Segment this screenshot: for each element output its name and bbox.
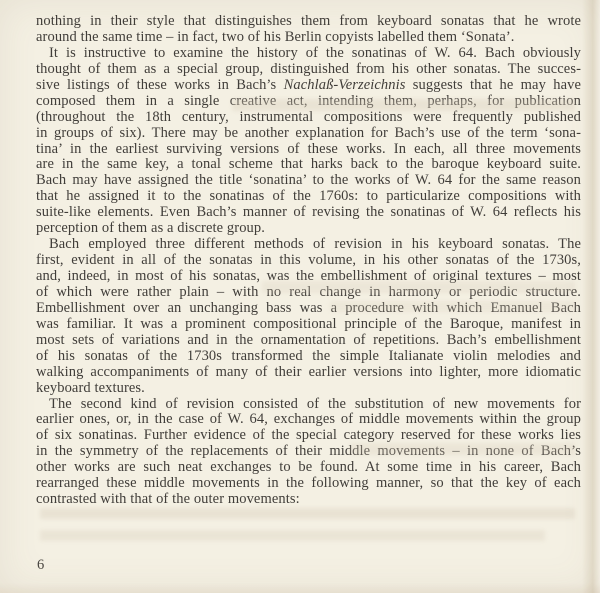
text-line: contrasted with that of the outer movements: <box>36 491 300 508</box>
text-line: walking accompaniments of many of their earlier versions into lighter, more idiomatic <box>36 363 581 380</box>
paragraph <box>36 14 581 46</box>
text-line: The second kind of revision consisted of the substitution of new movements for <box>49 395 581 412</box>
text-line: perception of them as a discrete group. <box>36 220 265 237</box>
text-line: earlier ones, or, in the case of W. 64, exchanges of middle movements within the group <box>36 411 581 428</box>
text-line: thought of them as a special group, distinguished from his other sonatas. The succes- <box>36 60 581 77</box>
text-line: Embellishment over an unchanging bass was a procedure with which Emanuel Bach <box>36 299 581 316</box>
text-line: in the symmetry of the replacements of their middle movements – in none of Bach’s <box>36 443 581 460</box>
text-line: of which were rather plain – with no real change in harmony or periodic structure. <box>36 283 581 300</box>
text-line: sive listings of these works in Bach’s Nachlaß-Verzeichnis suggests that he may have <box>36 76 581 93</box>
text-line: that he assigned it to the sonatinas of the 1760s: to particularize compositions with <box>36 188 581 205</box>
page-showthrough <box>40 508 575 519</box>
text-line: are in the same key, a tonal scheme that harks back to the baroque keyboard suite. <box>36 156 581 173</box>
paragraph <box>36 237 581 396</box>
page-bottom-shadow <box>0 583 600 593</box>
text-line: around the same time – in fact, two of his Berlin copyists labelled them ‘Sonata’. <box>36 28 515 45</box>
text-line: nothing in their style that distinguishes them from keyboard sonatas that he wrote <box>36 13 581 29</box>
text-line: It is instructive to examine the history of the sonatinas of W. 64. Bach obviously <box>49 44 581 61</box>
paragraph <box>36 46 581 237</box>
text-line: tina’ in the earliest surviving versions of these works. In each, all three movements <box>36 140 581 157</box>
page-edge-shadow <box>582 0 600 593</box>
text-line: and, indeed, in most of his sonatas, was the embellishment of original textures – most <box>36 268 581 284</box>
text-line: rearranged these middle movements in the following manner, so that the key of each <box>36 475 581 492</box>
body-text <box>36 14 581 508</box>
paragraph <box>36 397 581 509</box>
text-line: suite-like elements. Even Bach’s manner of revising the sonatinas of W. 64 reflects his <box>36 204 581 221</box>
text-line: of his sonatas of the 1730s transformed the simple Italianate violin melodies and <box>36 347 581 364</box>
text-line: was familiar. It was a prominent compositional principle of the Baroque, manifest in <box>36 315 581 332</box>
text-line: first, evident in all of the sonatas in this volume, in his other sonatas of the 1730s, <box>36 252 581 269</box>
text-line: of six sonatinas. Further evidence of the special category reserved for these works lies <box>36 427 581 444</box>
text-line: composed them in a single creative act, intending them, perhaps, for publication <box>36 92 581 109</box>
page-number: 6 <box>37 557 45 573</box>
text-line: Bach employed three different methods of revision in his keyboard sonatas. The <box>49 236 581 253</box>
text-line: (throughout the 18th century, instrumental compositions were frequently published <box>36 108 581 125</box>
text-line: other works are such neat exchanges to be found. At some time in his career, Bach <box>36 459 581 476</box>
italic-title: Nachlaß-Verzeichnis <box>283 76 406 93</box>
text-line: in groups of six). There may be another explanation for Bach’s use of the term ‘sona- <box>36 124 581 141</box>
text-line: most sets of variations and in the ornamentation of repetitions. Bach’s embellishment <box>36 331 581 348</box>
text-line: Bach may have assigned the title ‘sonatina’ to the works of W. 64 for the same reason <box>36 172 581 189</box>
page-showthrough <box>40 530 545 541</box>
text-line: keyboard textures. <box>36 379 145 396</box>
